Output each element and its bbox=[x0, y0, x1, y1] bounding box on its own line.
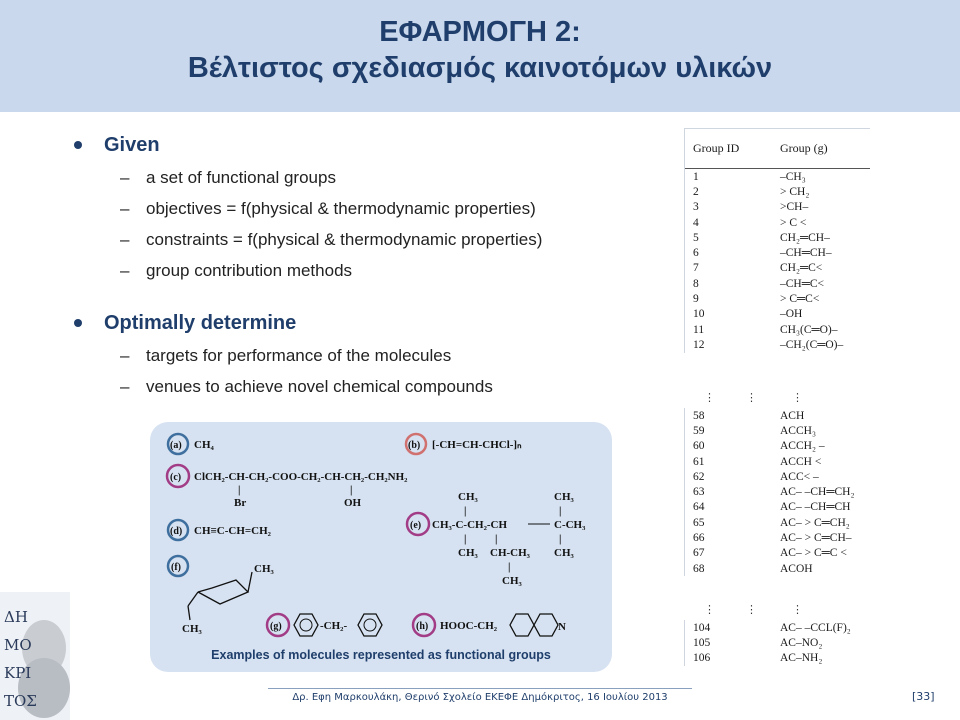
group-cell: AC– –CH═CH₂ bbox=[780, 486, 855, 499]
group-id-cell: 5 bbox=[693, 231, 699, 244]
bullet-list bbox=[76, 128, 676, 402]
formula-b: [-CH=CH-CHCl-]ₙ bbox=[432, 439, 522, 451]
group-cell: –OH bbox=[780, 308, 803, 321]
table-row bbox=[685, 169, 870, 184]
group-id-cell: 64 bbox=[693, 501, 705, 514]
group-id-cell: 60 bbox=[693, 440, 705, 453]
table-row bbox=[685, 184, 870, 199]
group-cell: AC–NO₂ bbox=[780, 636, 823, 649]
group-cell: > CH₂ bbox=[780, 185, 810, 198]
molecule-caption: Examples of molecules represented as functional groups bbox=[211, 648, 551, 662]
svg-text:CH₃: CH₃ bbox=[554, 547, 574, 559]
group-cell: –CH═C< bbox=[780, 277, 825, 290]
formula-e: CH₃-C-CH₂-CH bbox=[432, 519, 508, 531]
footer-text: Δρ. Εφη Μαρκουλάκη, Θερινό Σχολείο ΕΚΕΦΕ Δημόκριτος, 16 Ιουλίου 2013 bbox=[292, 692, 668, 703]
svg-text:|: | bbox=[495, 533, 498, 545]
group-cell: AC– –CCL(F)₂ bbox=[780, 621, 851, 634]
svg-text:CH₃: CH₃ bbox=[458, 491, 478, 503]
ellipsis-row-1: ⋮ ⋮ ⋮ bbox=[704, 391, 803, 404]
group-cell: ACC< – bbox=[780, 470, 819, 483]
table-row bbox=[685, 651, 870, 666]
group-id-cell: 61 bbox=[693, 455, 705, 468]
formula-c-br: Br bbox=[234, 497, 247, 509]
group-table-mid bbox=[684, 408, 870, 576]
group-cell: –CH₂(C═O)– bbox=[780, 338, 844, 351]
group-id-cell: 65 bbox=[693, 516, 705, 529]
table-row bbox=[685, 200, 870, 215]
quinoline-ring-right bbox=[534, 614, 558, 636]
rows-bot bbox=[685, 620, 870, 666]
label-c: (c) bbox=[170, 472, 182, 483]
svg-text:CH₃: CH₃ bbox=[554, 491, 574, 503]
rows-mid bbox=[685, 408, 870, 576]
rows-top bbox=[685, 169, 870, 353]
group-id-cell: 10 bbox=[693, 308, 705, 321]
bullet-given-heading: Given bbox=[104, 133, 160, 156]
page-number: [33] bbox=[912, 690, 935, 703]
table-row bbox=[685, 439, 870, 454]
table-row bbox=[685, 454, 870, 469]
footer-rule bbox=[268, 688, 692, 689]
formula-d: CH≡C-CH=CH₂ bbox=[194, 525, 271, 537]
svg-text:|: | bbox=[350, 484, 353, 496]
header-group-id: Group ID bbox=[693, 141, 740, 155]
group-id-cell: 63 bbox=[693, 486, 705, 499]
table-row bbox=[685, 469, 870, 484]
group-id-cell: 58 bbox=[693, 409, 705, 422]
table-row bbox=[685, 307, 870, 322]
formula-a: CH₄ bbox=[194, 439, 214, 451]
formula-c-oh: OH bbox=[344, 497, 362, 509]
group-id-cell: 105 bbox=[693, 636, 711, 649]
label-h: (h) bbox=[416, 621, 429, 632]
group-cell: –CH₃ bbox=[780, 170, 806, 183]
benzene-ring-left bbox=[294, 614, 318, 636]
label-a: (a) bbox=[170, 440, 182, 451]
table-row bbox=[685, 561, 870, 576]
table-row bbox=[685, 245, 870, 260]
table-row bbox=[685, 261, 870, 276]
table-row bbox=[685, 530, 870, 545]
optimally-item: – venues to achieve novel chemical compounds bbox=[120, 376, 493, 396]
table-row bbox=[685, 500, 870, 515]
group-id-cell: 9 bbox=[693, 293, 699, 306]
table-row bbox=[685, 546, 870, 561]
group-cell: –CH═CH– bbox=[780, 247, 832, 260]
given-item: – objectives = f(physical & thermodynamic properties) bbox=[120, 198, 536, 218]
svg-text:ΤΟΣ: ΤΟΣ bbox=[4, 692, 37, 710]
group-cell: > C═C< bbox=[780, 293, 820, 306]
group-cell: >CH– bbox=[780, 201, 809, 214]
svg-text:CH₃: CH₃ bbox=[182, 623, 202, 635]
slide-title-line1: ΕΦΑΡΜΟΓΗ 2: bbox=[379, 16, 581, 48]
group-id-cell: 12 bbox=[693, 338, 705, 351]
bullet-dot-icon bbox=[74, 141, 82, 149]
svg-text:ΜΟ: ΜΟ bbox=[4, 636, 32, 654]
bullet-optimally-heading: Optimally determine bbox=[104, 311, 297, 334]
group-cell: CH₂═CH– bbox=[780, 231, 830, 244]
svg-text:CH₃: CH₃ bbox=[502, 575, 522, 587]
democritus-logo-icon bbox=[0, 592, 70, 720]
table-row bbox=[685, 484, 870, 499]
benzene-ring-right bbox=[358, 614, 382, 636]
formula-h: HOOC-CH₂ bbox=[440, 620, 498, 632]
table-row bbox=[685, 337, 870, 352]
svg-text:CH₃: CH₃ bbox=[458, 547, 478, 559]
table-row bbox=[685, 408, 870, 423]
molecule-diagram bbox=[150, 422, 612, 672]
svg-text:ΚΡΙ: ΚΡΙ bbox=[4, 664, 32, 682]
group-id-cell: 4 bbox=[693, 216, 699, 229]
table-row bbox=[685, 276, 870, 291]
svg-text:|: | bbox=[559, 533, 562, 545]
group-cell: AC– > C═C < bbox=[780, 547, 847, 560]
header-group: Group (g) bbox=[780, 141, 828, 155]
group-cell: ACCH₃ bbox=[780, 424, 816, 437]
given-item: – constraints = f(physical & thermodynamic properties) bbox=[120, 229, 543, 249]
group-cell: ACCH₂ – bbox=[780, 440, 825, 453]
svg-text:|: | bbox=[559, 505, 562, 517]
svg-text:CH₃: CH₃ bbox=[254, 563, 274, 575]
group-table-header bbox=[685, 129, 870, 169]
group-cell: CH₃(C═O)– bbox=[780, 323, 838, 336]
group-id-cell: 2 bbox=[693, 185, 699, 198]
svg-text:C-CH₃: C-CH₃ bbox=[554, 519, 586, 531]
group-id-cell: 66 bbox=[693, 532, 705, 545]
label-b: (b) bbox=[408, 440, 421, 451]
quinoline-ring-left bbox=[510, 614, 534, 636]
group-cell: AC– > C═CH₂ bbox=[780, 516, 850, 529]
table-row bbox=[685, 423, 870, 438]
group-id-cell: 11 bbox=[693, 323, 705, 336]
title-band bbox=[0, 0, 960, 112]
svg-text:ΔΗ: ΔΗ bbox=[4, 608, 28, 626]
svg-text:CH-CH₃: CH-CH₃ bbox=[490, 547, 530, 559]
optimally-item: – targets for performance of the molecules bbox=[120, 345, 452, 365]
bullet-dot-icon bbox=[74, 319, 82, 327]
group-id-cell: 59 bbox=[693, 424, 705, 437]
group-id-cell: 67 bbox=[693, 547, 705, 560]
svg-text:-CH₂-: -CH₂- bbox=[320, 620, 348, 632]
formula-c: ClCH₂-CH-CH₂-COO-CH₂-CH-CH₂-CH₂NH₂ bbox=[194, 471, 408, 483]
bullet-given bbox=[76, 128, 676, 162]
label-e: (e) bbox=[410, 520, 422, 531]
group-id-cell: 3 bbox=[693, 201, 699, 214]
table-row bbox=[685, 230, 870, 245]
bullet-optimally bbox=[76, 306, 676, 340]
group-id-cell: 104 bbox=[693, 621, 711, 634]
group-table-bottom bbox=[684, 620, 870, 666]
given-item: – group contribution methods bbox=[120, 260, 353, 280]
label-d: (d) bbox=[170, 526, 183, 537]
svg-text:|: | bbox=[464, 533, 467, 545]
label-f: (f) bbox=[171, 562, 181, 573]
svg-text:N: N bbox=[558, 621, 566, 633]
group-id-cell: 8 bbox=[693, 277, 699, 290]
table-row bbox=[685, 215, 870, 230]
svg-text:|: | bbox=[238, 484, 241, 496]
group-id-cell: 68 bbox=[693, 562, 705, 575]
group-id-cell: 1 bbox=[693, 170, 699, 183]
group-table-top bbox=[684, 128, 870, 353]
slide-title-line2: Βέλτιστος σχεδιασμός καινοτόμων υλικών bbox=[187, 52, 773, 84]
group-cell: ACCH < bbox=[780, 455, 822, 468]
table-row bbox=[685, 515, 870, 530]
table-row bbox=[685, 620, 870, 635]
group-cell: > C < bbox=[780, 216, 807, 229]
label-g: (g) bbox=[270, 621, 282, 632]
group-cell: AC– > C═CH– bbox=[780, 532, 852, 545]
given-item: – a set of functional groups bbox=[120, 167, 336, 187]
group-cell: CH₂═C< bbox=[780, 262, 823, 275]
chair-ring bbox=[198, 580, 248, 604]
table-row bbox=[685, 322, 870, 337]
group-cell: ACH bbox=[780, 409, 805, 422]
group-id-cell: 6 bbox=[693, 247, 699, 260]
group-id-cell: 106 bbox=[693, 652, 711, 665]
svg-text:|: | bbox=[508, 561, 511, 573]
molecule-examples-panel bbox=[150, 422, 612, 672]
table-row bbox=[685, 635, 870, 650]
group-cell: AC– –CH═CH bbox=[780, 501, 851, 514]
svg-text:|: | bbox=[464, 505, 467, 517]
group-id-cell: 62 bbox=[693, 470, 705, 483]
group-id-cell: 7 bbox=[693, 262, 699, 275]
ellipsis-row-2: ⋮ ⋮ ⋮ bbox=[704, 603, 803, 616]
group-cell: ACOH bbox=[780, 562, 813, 575]
table-row bbox=[685, 291, 870, 306]
group-cell: AC–NH₂ bbox=[780, 652, 823, 665]
